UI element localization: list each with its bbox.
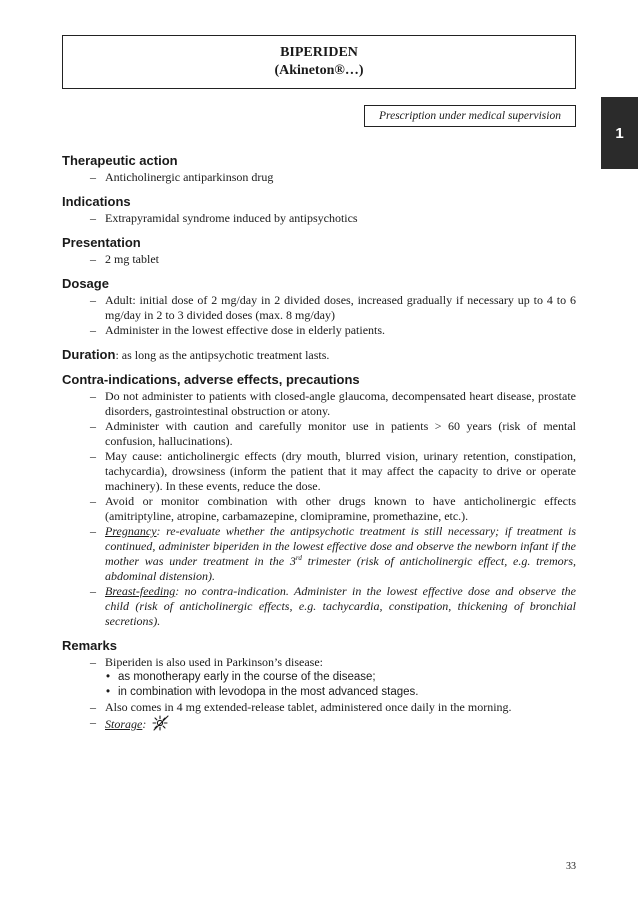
pregnancy-label: Pregnancy: [105, 524, 157, 538]
section-duration: [62, 347, 576, 363]
breastfeeding-label: Breast-feeding: [105, 584, 176, 598]
pregnancy-note: [62, 524, 576, 584]
section-indications: [62, 194, 576, 226]
list-item: – Administer with caution and carefully monitor use in patients > 60 years (risk of mental confusion, hallucinations).: [62, 419, 576, 449]
section-contra-indications: [62, 372, 576, 629]
section-heading: Therapeutic action: [62, 153, 178, 168]
pregnancy-text-end: trimester (risk of anticholinergic effect, e.g. tremors, abdominal distension).: [105, 554, 576, 583]
section-heading: Indications: [62, 194, 131, 209]
breastfeeding-note: [62, 584, 576, 629]
section-heading: Duration: [62, 347, 116, 362]
chapter-number: 1: [615, 124, 624, 142]
section-presentation: [62, 235, 576, 267]
list-item: – Extrapyramidal syndrome induced by antipsychotics: [62, 211, 576, 226]
list-item: – Also comes in 4 mg extended-release tablet, administered once daily in the morning.: [62, 700, 576, 715]
parkinson-intro: Biperiden is also used in Parkinson’s disease:: [105, 655, 323, 669]
list-item: – Adult: initial dose of 2 mg/day in 2 divided doses, increased gradually if necessary up to 4 to 6 mg/day in 2 to 3 divided doses (max. 8 mg/day): [62, 293, 576, 323]
section-heading: Remarks: [62, 638, 117, 653]
list-item: – May cause: anticholinergic effects (dry mouth, blurred vision, urinary retention, constipation, tachycardia), drowsiness (inform the patient that it may affect the capacity to drive or operate machinery). In these events, reduce the dose.: [62, 449, 576, 494]
drug-name: BIPERIDEN: [280, 45, 358, 60]
section-therapeutic-action: [62, 153, 576, 185]
duration-text: : as long as the antipsychotic treatment lasts.: [115, 348, 330, 362]
list-item: – Anticholinergic antiparkinson drug: [62, 170, 576, 185]
list-item: – Administer in the lowest effective dose in elderly patients.: [62, 323, 576, 338]
storage-label: Storage: [105, 716, 143, 731]
monograph-content: [62, 153, 576, 744]
drug-brand: (Akineton®…): [274, 63, 364, 78]
section-heading: Contra-indications, adverse effects, precautions: [62, 372, 360, 387]
list-item: – 2 mg tablet: [62, 252, 576, 267]
bullet-item: • in combination with levodopa in the most advanced stages.: [105, 685, 576, 700]
list-item: – Do not administer to patients with closed-angle glaucoma, decompensated heart disease, prostate disorders, gastrointestinal obstruction or atony.: [62, 389, 576, 419]
section-heading: Dosage: [62, 276, 109, 291]
section-heading: Presentation: [62, 235, 141, 250]
pregnancy-text: : re-evaluate whether the antipsychotic treatment is still necessary; if treatment is continued, administer biperiden in the lowest effective dose and observe the newborn infant if the mother was under treatment in the 3: [105, 524, 576, 568]
list-item: – Avoid or monitor combination with other drugs known to have anticholinergic effects (amitriptyline, atropine, carbamazepine, clomipramine, promethazine, etc.).: [62, 494, 576, 524]
ordinal-suffix: rd: [295, 554, 302, 562]
chapter-tab: [601, 97, 638, 169]
drug-title-box: [62, 35, 576, 89]
prescription-status-box: Prescription under medical supervision: [364, 105, 576, 127]
storage-item: [62, 715, 576, 735]
storage-colon: :: [142, 716, 147, 731]
section-remarks: [62, 638, 576, 735]
breastfeeding-text: : no contra-indication. Administer in the lowest effective dose and observe the child (risk of anticholinergic effects, e.g. tachycardia, constipation, thickening of bronchial secretions).: [105, 584, 576, 628]
page-number: 33: [566, 861, 576, 872]
bullet-item: • as monotherapy early in the course of the disease;: [105, 670, 576, 685]
section-dosage: [62, 276, 576, 338]
list-item: [62, 655, 576, 700]
below-25c-temperature-icon: [152, 715, 170, 735]
